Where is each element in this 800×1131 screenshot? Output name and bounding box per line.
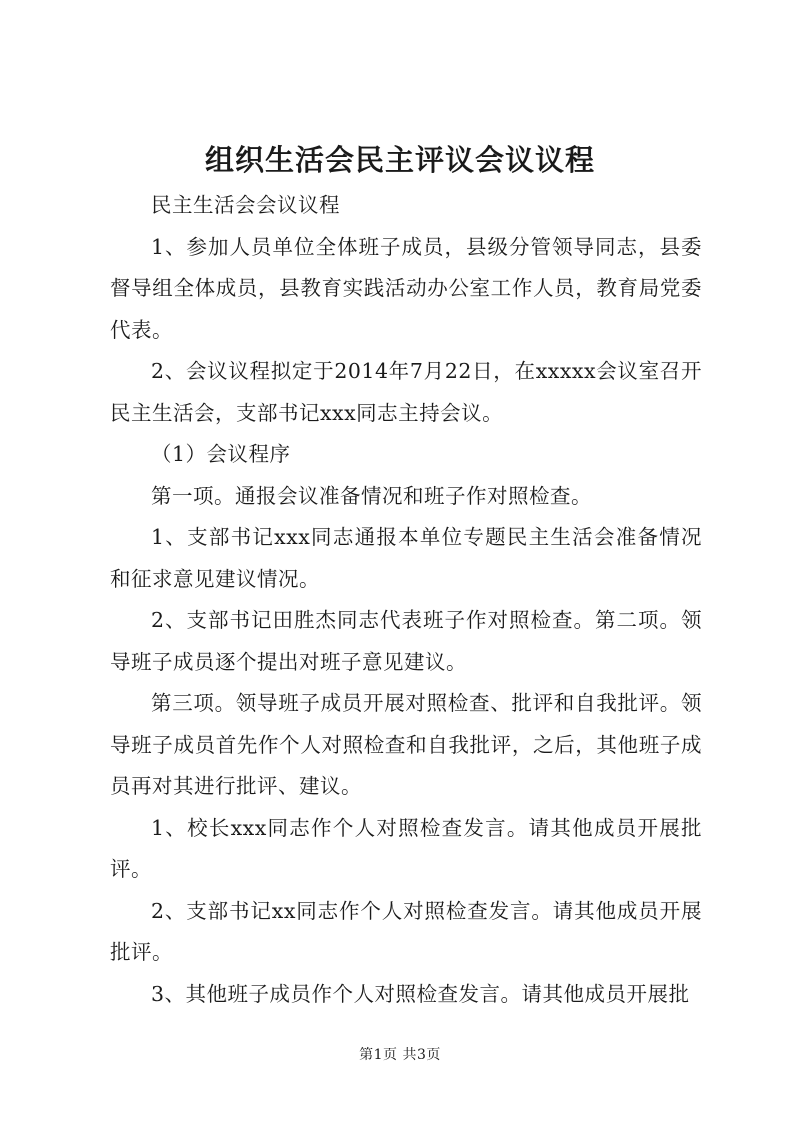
page-number-footer: 第1页 共3页 [359, 1047, 441, 1063]
paragraph-schedule: 2、会议议程拟定于2014年7月22日，在xxxxx会议室召开民主生活会，支部书记xxx同志主持会议。 [110, 359, 702, 425]
paragraph-item-three-3: 3、其他班子成员作个人对照检查发言。请其他成员开展批 [151, 981, 690, 1006]
paragraph-procedure-heading: （1）会议程序 [151, 442, 291, 466]
paragraph-item-one-2: 2、支部书记田胜杰同志代表班子作对照检查。第二项。领导班子成员逐个提出对班子意见建议。 [110, 608, 702, 674]
paragraph-item-three-2: 2、支部书记xx同志作个人对照检查发言。请其他成员开展批评。 [110, 898, 702, 964]
paragraph-item-three-1: 1、校长xxx同志作个人对照检查发言。请其他成员开展批评。 [110, 815, 702, 881]
paragraph-heading: 民主生活会会议议程 [151, 193, 340, 217]
paragraph-item-one: 第一项。通报会议准备情况和班子作对照检查。 [151, 483, 592, 508]
document-title: 组织生活会民主评议会议议程 [204, 143, 595, 177]
paragraph-item-three: 第三项。领导班子成员开展对照检查、批评和自我批评。领导班子成员首先作个人对照检查和自我批评，之后，其他班子成员再对其进行批评、建议。 [110, 691, 702, 798]
paragraph-participants: 1、参加人员单位全体班子成员，县级分管领导同志，县委督导组全体成员，县教育实践活动办公室工作人员，教育局党委代表。 [110, 234, 702, 342]
paragraph-item-one-1: 1、支部书记xxx同志通报本单位专题民主生活会准备情况和征求意见建议情况。 [110, 525, 702, 591]
document-body [110, 185, 702, 1015]
